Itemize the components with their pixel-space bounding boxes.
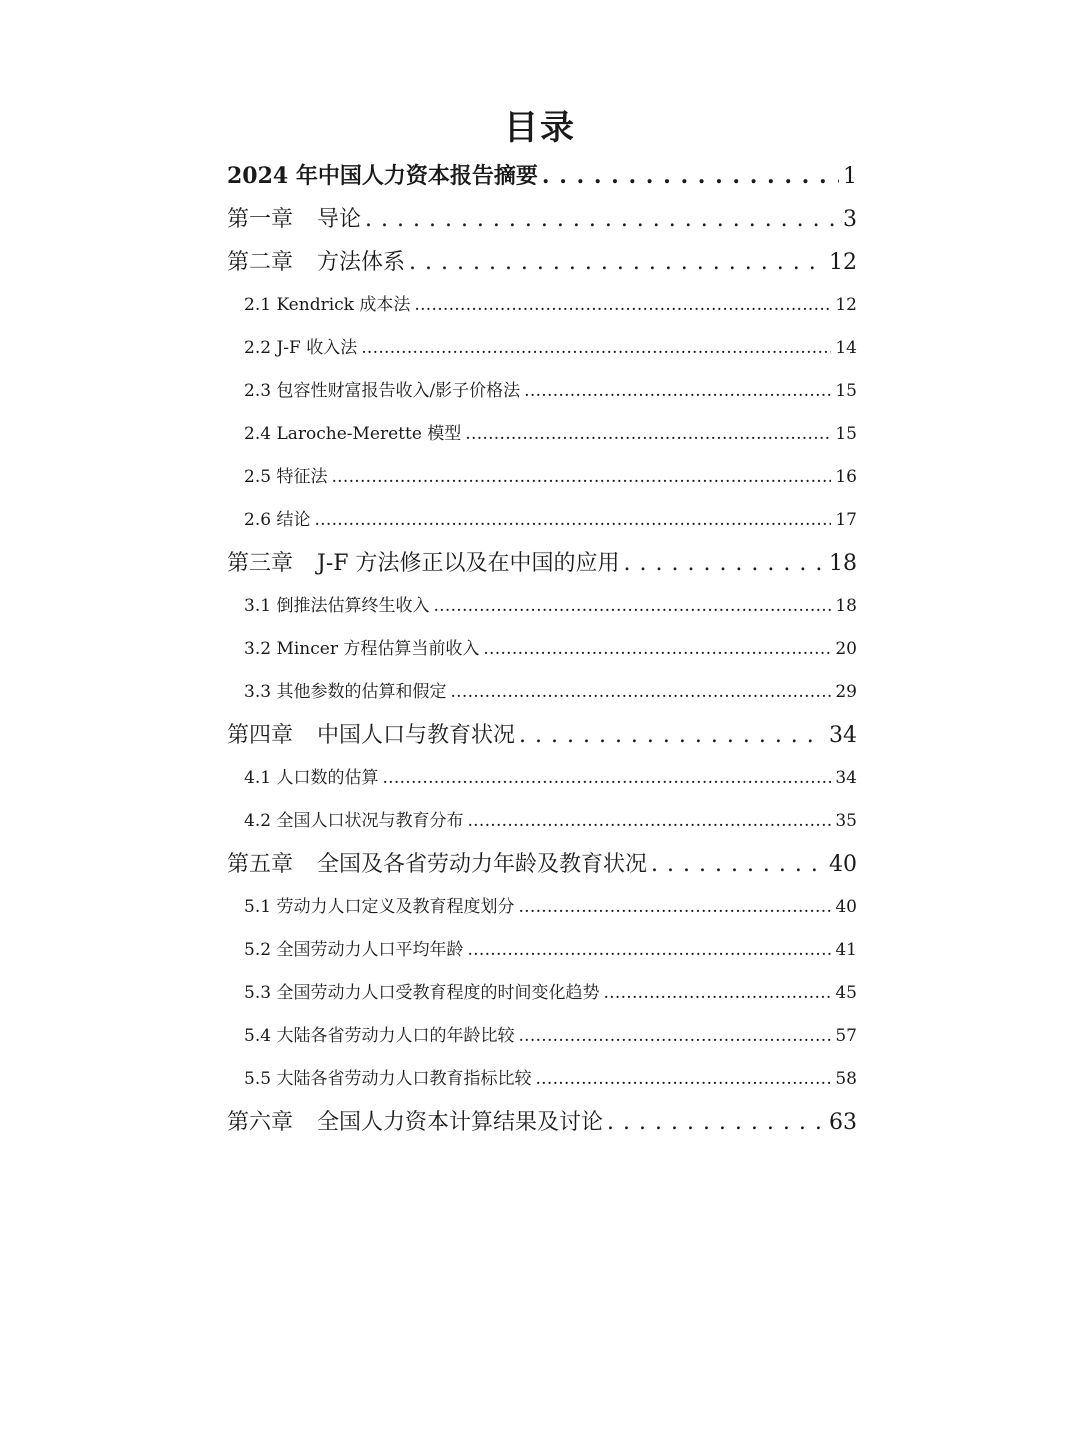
toc-section-label: 5.4 大陆各省劳动力人口的年龄比较 xyxy=(244,1026,515,1046)
chapter-number: 第五章 xyxy=(227,852,294,877)
toc-entry-page: 35 xyxy=(835,811,857,831)
toc-entry-page: 15 xyxy=(835,381,857,401)
toc-section-4-2[interactable] xyxy=(227,800,857,843)
toc-chapter-label xyxy=(227,198,361,241)
dot-leader xyxy=(624,542,825,585)
chapter-title: 中国人口与教育状况 xyxy=(317,723,516,748)
toc-entry-page: 14 xyxy=(835,338,857,358)
toc-entry-page: 1 xyxy=(843,164,857,189)
toc-section-5-1[interactable] xyxy=(227,886,857,929)
dot-leader xyxy=(535,1058,831,1101)
dot-leader xyxy=(361,327,831,370)
toc-entry-page: 63 xyxy=(829,1110,857,1135)
toc-entry-page: 16 xyxy=(835,467,857,487)
toc-section-label: 3.2 Mincer 方程估算当前收入 xyxy=(244,639,480,659)
toc-section-label: 4.2 全国人口状况与教育分布 xyxy=(244,811,464,831)
dot-leader xyxy=(331,456,831,499)
toc-entry-page: 18 xyxy=(829,551,857,576)
toc-entry-page: 34 xyxy=(835,768,857,788)
toc-section-label: 5.2 全国劳动力人口平均年龄 xyxy=(244,940,464,960)
toc-section-label: 2.2 J-F 收入法 xyxy=(244,338,358,358)
dot-leader xyxy=(433,585,831,628)
dot-leader xyxy=(365,198,839,241)
toc-section-2-6[interactable] xyxy=(227,499,857,542)
toc-entry-page: 12 xyxy=(835,295,857,315)
toc-entry-page: 12 xyxy=(829,250,857,275)
toc-chapter-6[interactable] xyxy=(227,1101,857,1144)
toc-section-2-3[interactable] xyxy=(227,370,857,413)
toc-chapter-2[interactable] xyxy=(227,241,857,284)
chapter-number: 第四章 xyxy=(227,723,294,748)
toc-section-5-3[interactable] xyxy=(227,972,857,1015)
toc-entry-page: 41 xyxy=(835,940,857,960)
dot-leader xyxy=(450,671,831,714)
toc-entry-page: 45 xyxy=(835,983,857,1003)
toc-section-label: 4.1 人口数的估算 xyxy=(244,768,379,788)
chapter-number: 第三章 xyxy=(227,551,294,576)
toc-chapter-label xyxy=(227,714,515,757)
toc-section-4-1[interactable] xyxy=(227,757,857,800)
toc-entry-page: 40 xyxy=(835,897,857,917)
toc-section-3-1[interactable] xyxy=(227,585,857,628)
toc-entry-label: 2024 年中国人力资本报告摘要 xyxy=(227,163,538,189)
toc-section-3-2[interactable] xyxy=(227,628,857,671)
dot-leader xyxy=(524,370,831,413)
chapter-number: 第一章 xyxy=(227,207,294,232)
dot-leader xyxy=(603,972,831,1015)
toc-section-2-1[interactable] xyxy=(227,284,857,327)
dot-leader xyxy=(465,413,831,456)
toc-chapter-label xyxy=(227,542,620,585)
chapter-title: 全国人力资本计算结果及讨论 xyxy=(317,1110,604,1135)
toc-chapter-5[interactable] xyxy=(227,843,857,886)
toc-section-label: 2.6 结论 xyxy=(244,510,311,530)
toc-section-5-2[interactable] xyxy=(227,929,857,972)
toc-entry-page: 3 xyxy=(843,207,857,232)
chapter-title: J-F 方法修正以及在中国的应用 xyxy=(317,551,620,576)
dot-leader xyxy=(542,155,839,198)
toc-entry-page: 57 xyxy=(835,1026,857,1046)
toc-section-label: 5.3 全国劳动力人口受教育程度的时间变化趋势 xyxy=(244,983,600,1003)
toc-section-label: 2.3 包容性财富报告收入/影子价格法 xyxy=(244,381,521,401)
toc-chapter-3[interactable] xyxy=(227,542,857,585)
toc-entry-page: 29 xyxy=(835,682,857,702)
toc-entry-page: 15 xyxy=(835,424,857,444)
toc-list xyxy=(227,155,857,1144)
toc-entry-page: 34 xyxy=(829,723,857,748)
dot-leader xyxy=(483,628,831,671)
chapter-number: 第二章 xyxy=(227,250,294,275)
toc-section-5-5[interactable] xyxy=(227,1058,857,1101)
toc-chapter-4[interactable] xyxy=(227,714,857,757)
dot-leader xyxy=(314,499,831,542)
toc-section-label: 2.1 Kendrick 成本法 xyxy=(244,295,411,315)
toc-section-2-5[interactable] xyxy=(227,456,857,499)
toc-section-label: 3.1 倒推法估算终生收入 xyxy=(244,596,430,616)
dot-leader xyxy=(382,757,831,800)
toc-section-5-4[interactable] xyxy=(227,1015,857,1058)
toc-chapter-1[interactable] xyxy=(227,198,857,241)
toc-entry-summary[interactable] xyxy=(227,155,857,198)
dot-leader xyxy=(519,714,825,757)
toc-section-2-2[interactable] xyxy=(227,327,857,370)
toc-title: 目录 xyxy=(504,108,576,148)
toc-chapter-label xyxy=(227,1101,603,1144)
toc-entry-page: 20 xyxy=(835,639,857,659)
dot-leader xyxy=(651,843,825,886)
toc-entry-page: 58 xyxy=(835,1069,857,1089)
dot-leader xyxy=(518,886,831,929)
dot-leader xyxy=(409,241,825,284)
toc-section-label: 2.4 Laroche-Merette 模型 xyxy=(244,424,462,444)
toc-chapter-label xyxy=(227,843,647,886)
toc-section-3-3[interactable] xyxy=(227,671,857,714)
dot-leader xyxy=(467,800,831,843)
toc-section-2-4[interactable] xyxy=(227,413,857,456)
toc-section-label: 2.5 特征法 xyxy=(244,467,328,487)
toc-section-label: 5.1 劳动力人口定义及教育程度划分 xyxy=(244,897,515,917)
chapter-title: 导论 xyxy=(317,207,362,232)
toc-entry-page: 18 xyxy=(835,596,857,616)
chapter-title: 方法体系 xyxy=(317,250,406,275)
toc-section-label: 5.5 大陆各省劳动力人口教育指标比较 xyxy=(244,1069,532,1089)
dot-leader xyxy=(467,929,831,972)
dot-leader xyxy=(607,1101,825,1144)
toc-entry-page: 40 xyxy=(829,852,857,877)
toc-chapter-label xyxy=(227,241,405,284)
toc-entry-page: 17 xyxy=(835,510,857,530)
dot-leader xyxy=(518,1015,831,1058)
chapter-number: 第六章 xyxy=(227,1110,294,1135)
toc-section-label: 3.3 其他参数的估算和假定 xyxy=(244,682,447,702)
dot-leader xyxy=(414,284,831,327)
chapter-title: 全国及各省劳动力年龄及教育状况 xyxy=(317,852,648,877)
